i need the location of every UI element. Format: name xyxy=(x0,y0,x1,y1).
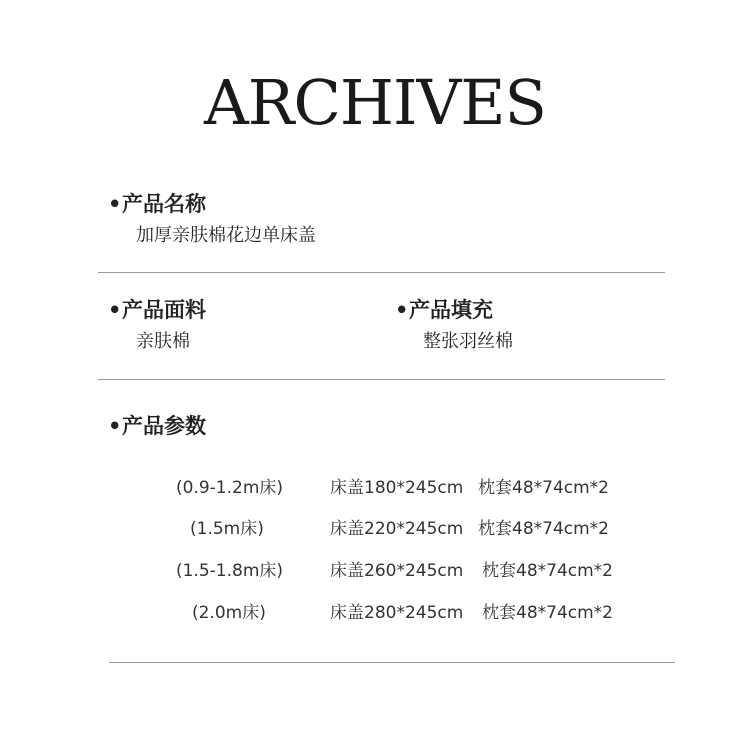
fabric-heading xyxy=(108,296,206,324)
product-name-title: 产品名称 xyxy=(122,192,206,216)
param-size: (0.9-1.2m床) xyxy=(176,478,284,498)
bullet-icon: • xyxy=(108,192,122,216)
divider xyxy=(98,272,665,273)
bullet-icon: • xyxy=(108,414,122,438)
param-pillow: 枕套48*74cm*2 xyxy=(478,519,609,539)
product-name-value: 加厚亲肤棉花边单床盖 xyxy=(136,225,316,246)
brand-logo: ARCHIVES xyxy=(204,66,546,139)
product-name-heading xyxy=(108,190,206,218)
param-cover: 床盖220*245cm xyxy=(330,519,464,539)
param-pillow: 枕套48*74cm*2 xyxy=(482,561,613,581)
filling-value: 整张羽丝棉 xyxy=(423,331,513,352)
filling-heading xyxy=(395,296,493,324)
filling-title: 产品填充 xyxy=(409,298,493,322)
params-title: 产品参数 xyxy=(122,414,206,438)
param-pillow: 枕套48*74cm*2 xyxy=(478,478,609,498)
bullet-icon: • xyxy=(108,298,122,322)
divider xyxy=(98,379,665,380)
fabric-value: 亲肤棉 xyxy=(136,331,190,352)
param-size: (1.5m床) xyxy=(190,519,264,539)
params-heading xyxy=(108,412,206,440)
param-cover: 床盖280*245cm xyxy=(330,603,464,623)
param-size: (2.0m床) xyxy=(192,603,266,623)
param-cover: 床盖260*245cm xyxy=(330,561,464,581)
param-size: (1.5-1.8m床) xyxy=(176,561,284,581)
bullet-icon: • xyxy=(395,298,409,322)
fabric-title: 产品面料 xyxy=(122,298,206,322)
param-cover: 床盖180*245cm xyxy=(330,478,464,498)
param-pillow: 枕套48*74cm*2 xyxy=(482,603,613,623)
divider xyxy=(109,662,675,663)
